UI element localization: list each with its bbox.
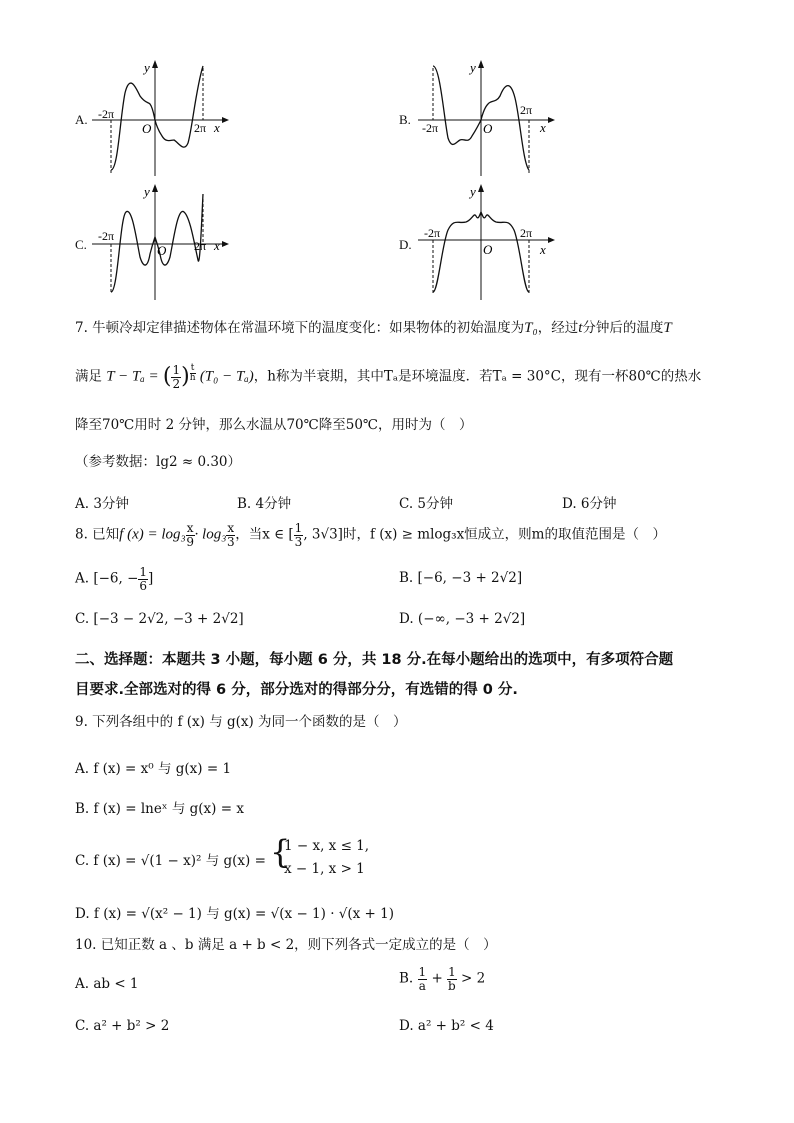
q7-option-a[interactable]: A. 3分钟 <box>75 496 129 512</box>
graph-c-origin: O <box>157 243 167 258</box>
section2-line1: 二、选择题：本题共 3 小题，每小题 6 分，共 18 分.在每小题给出的选项中，有多项符合题 <box>75 652 674 668</box>
q8-option-d[interactable]: D. (−∞, −3 + 2√2] <box>399 611 526 627</box>
q9-case-1: 1 − x, x ≤ 1, <box>284 838 370 854</box>
graph-d-right-tick: 2π <box>520 226 533 240</box>
q7-line3: 降至70℃用时 2 分钟，那么水温从70℃降至50℃，用时为（ ） <box>75 417 473 433</box>
q9-case-2: x − 1, x > 1 <box>284 861 365 877</box>
q8-option-b[interactable]: B. [−6, −3 + 2√2] <box>399 570 523 586</box>
q9-option-d[interactable]: D. f (x) = √(x² − 1) 与 g(x) = √(x − 1) · √(x + 1) <box>75 906 395 922</box>
graph-d-x-label: x <box>540 242 546 257</box>
q9-option-a[interactable]: A. f (x) = x⁰ 与 g(x) = 1 <box>75 761 232 777</box>
q7-line2: 满足 T − Tₐ = ( $\frac{1}{2}$ ) $^{\frac{t}{h}}$ (T₀ − Tₐ)，h称为半衰期，其中Tₐ是环境温度．若Tₐ = 30°C，现有一杯80℃的热水 <box>75 363 702 391</box>
q7-option-d[interactable]: D. 6分钟 <box>562 496 617 512</box>
graph-b-x-label: x <box>540 120 546 135</box>
graph-c-left-tick: -2π <box>98 229 115 243</box>
graph-d-letter: D. <box>399 237 412 252</box>
graph-b-origin: O <box>483 121 493 136</box>
graph-c-right-tick: 2π <box>194 239 207 253</box>
graph-d <box>418 182 558 302</box>
graph-c-letter: C. <box>75 237 87 252</box>
q9-option-c[interactable]: C. f (x) = √(1 − x)² 与 g(x) = <box>75 853 266 869</box>
q9-stem: 9. 下列各组中的 f (x) 与 g(x) 为同一个函数的是（ ） <box>75 714 407 730</box>
graph-c <box>92 182 232 302</box>
q8-option-c[interactable]: C. [−3 − 2√2, −3 + 2√2] <box>75 611 244 627</box>
graph-c-x-label: x <box>214 238 220 253</box>
graph-a-letter: A. <box>75 112 88 127</box>
graph-a-origin: O <box>142 121 152 136</box>
graph-b-right-tick: 2π <box>520 103 533 117</box>
q7-reference: （参考数据：lg2 ≈ 0.30） <box>75 454 242 470</box>
section2-line2: 目要求.全部选对的得 6 分，部分选对的得部分分，有选错的得 0 分. <box>75 682 518 698</box>
q10-option-b[interactable]: B. $\frac{1}{a}$ + $\frac{1}{b}$ > 2 <box>399 965 486 993</box>
graph-d-origin: O <box>483 242 493 257</box>
q10-option-c[interactable]: C. a² + b² > 2 <box>75 1018 170 1034</box>
q10-option-d[interactable]: D. a² + b² < 4 <box>399 1018 494 1034</box>
q7-line1: 7. 牛顿冷却定律描述物体在常温环境下的温度变化：如果物体的初始温度为T₀，经过t分钟后的温度T <box>75 320 672 336</box>
graph-b-y-label: y <box>470 60 476 75</box>
graph-b-left-tick: -2π <box>422 121 439 135</box>
graph-d-y-label: y <box>470 184 476 199</box>
q9-option-b[interactable]: B. f (x) = lneˣ 与 g(x) = x <box>75 801 244 817</box>
graph-a-x-label: x <box>214 120 220 135</box>
graph-a-y-label: y <box>144 60 150 75</box>
q7-option-c[interactable]: C. 5分钟 <box>399 496 454 512</box>
graph-b-letter: B. <box>399 112 411 127</box>
q7-half-fraction: $\frac{1}{2}$ <box>172 363 181 391</box>
graph-b <box>418 58 558 178</box>
q10-option-a[interactable]: A. ab < 1 <box>75 976 139 992</box>
q8-stem: 8. 已知f (x) = log₃ $\frac{x}{9}$ · log₃ $\frac{x}{3}$ ，当x ∈ [ $\frac{1}{3}$ , 3√3]时，f (x) ≥ mlog₃x恒成立，则m的取值范围是（ ） <box>75 521 666 549</box>
q7-option-b[interactable]: B. 4分钟 <box>237 496 292 512</box>
graph-c-y-label: y <box>144 184 150 199</box>
graph-a-left-tick: -2π <box>98 107 115 121</box>
q7-exponent-fraction: t h <box>189 363 196 384</box>
q10-stem: 10. 已知正数 a 、b 满足 a + b < 2，则下列各式一定成立的是（ ） <box>75 937 497 953</box>
graph-a-right-tick: 2π <box>194 121 207 135</box>
q9-case-brace: { <box>270 833 291 871</box>
graph-a <box>92 58 232 178</box>
q8-option-a[interactable]: A. [−6, − $\frac{1}{6}$ ] <box>75 565 154 593</box>
graph-d-left-tick: -2π <box>424 226 441 240</box>
